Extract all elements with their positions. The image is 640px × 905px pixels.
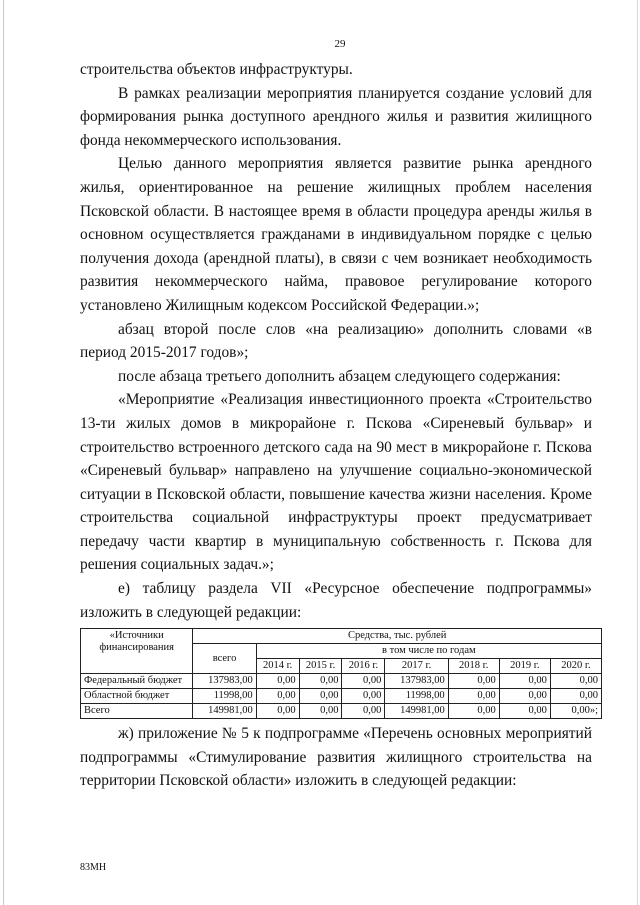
- row-value: 0,00: [342, 674, 385, 689]
- paragraph: «Мероприятие «Реализация инвестиционного проекта «Строительство 13-ти жилых домов в микрорайоне г. Пскова «Сиреневый бульвар» и строительство встроенного детского сада на 90 мест в микрорайоне г. Пскова «Сиреневый бульвар» направлено на улучшение социально-экономической ситуации в Псковской области, повышение качества жизни населения. Кроме строительства социальной инфраструктуры проект предусматривает передачу части квартир в муниципальную собственность г. Пскова для решения социальных задач.»;: [80, 391, 592, 574]
- row-value: 0,00: [448, 674, 499, 689]
- page-number: 29: [334, 38, 346, 50]
- header-source: «Источники финансирования: [81, 629, 193, 674]
- header-total: всего: [193, 644, 256, 674]
- row-value: 11998,00: [385, 689, 448, 704]
- row-value: 137983,00: [385, 674, 448, 689]
- row-value: 0,00: [448, 689, 499, 704]
- row-value: 0,00: [342, 704, 385, 719]
- row-total: 149981,00: [193, 704, 256, 719]
- scan-edge-left: [3, 0, 4, 905]
- table-row: [81, 689, 602, 704]
- year-header: 2017 г.: [385, 659, 448, 674]
- paragraph: после абзаца третьего дополнить абзацем следующего содержания:: [118, 367, 561, 385]
- document-body: [80, 58, 598, 793]
- row-value: 0,00: [499, 689, 550, 704]
- row-value: 0,00: [299, 674, 342, 689]
- paragraphs-top: [80, 58, 592, 624]
- row-value: 0,00: [342, 689, 385, 704]
- row-value: 0,00: [448, 704, 499, 719]
- footer-code: 83МН: [80, 862, 107, 873]
- paragraph: абзац второй после слов «на реализацию» дополнить словами «в период 2015-2017 годов»;: [80, 320, 592, 362]
- year-header: 2014 г.: [256, 659, 299, 674]
- row-value: 0,00: [256, 689, 299, 704]
- row-value: 0,00: [550, 689, 601, 704]
- header-funds: Средства, тыс. рублей: [193, 629, 602, 644]
- resource-table: [80, 628, 602, 719]
- row-value: 0,00: [299, 704, 342, 719]
- row-total: 11998,00: [193, 689, 256, 704]
- paragraph: Целью данного мероприятия является развитие рынка арендного жилья, ориентированное на решение жилищных проблем населения Псковской области. В настоящее время в области процедура аренды жилья в основном осуществляется гражданами в индивидуальном порядке с целью получения дохода (арендной платы), в связи с чем возникает необходимость развития некоммерческого найма, правовое регулирование которого установлено Жилищным кодексом Российской Федерации.»;: [80, 155, 592, 314]
- row-value: 0,00: [256, 674, 299, 689]
- year-header: 2020 г.: [550, 659, 601, 674]
- row-value: 0,00: [256, 704, 299, 719]
- paragraph: е) таблицу раздела VII «Ресурсное обеспечение подпрограммы» изложить в следующей редакции:: [80, 580, 592, 621]
- row-total: 137983,00: [193, 674, 256, 689]
- row-value: 0,00: [550, 674, 601, 689]
- year-header: 2015 г.: [299, 659, 342, 674]
- row-value: 0,00: [499, 704, 550, 719]
- paragraph: ж) приложение № 5 к подпрограмме «Перечень основных мероприятий подпрограммы «Стимулирование развития жилищного строительства на территории Псковской области» изложить в следующей редакции:: [80, 725, 592, 790]
- paragraph: В рамках реализации мероприятия планируется создание условий для формирования рынка доступного арендного жилья и развития жилищного фонда некоммерческого использования.: [80, 84, 592, 149]
- year-header: 2018 г.: [448, 659, 499, 674]
- year-header: 2019 г.: [499, 659, 550, 674]
- header-by-year: в том числе по годам: [256, 644, 601, 659]
- paragraphs-bottom: [80, 722, 592, 793]
- paragraph: строительства объектов инфраструктуры.: [80, 61, 353, 78]
- year-header: 2016 г.: [342, 659, 385, 674]
- row-value: 149981,00: [385, 704, 448, 719]
- row-label: Областной бюджет: [81, 689, 193, 704]
- scan-edge-right: [637, 0, 638, 905]
- resource-table-wrap: [80, 628, 598, 719]
- row-label: Всего: [81, 704, 193, 719]
- table-row: [81, 674, 602, 689]
- row-value: 0,00: [299, 689, 342, 704]
- row-value: 0,00: [499, 674, 550, 689]
- row-value: 0,00»;: [550, 704, 601, 719]
- table-body: [81, 674, 602, 719]
- table-row: [81, 704, 602, 719]
- row-label: Федеральный бюджет: [81, 674, 193, 689]
